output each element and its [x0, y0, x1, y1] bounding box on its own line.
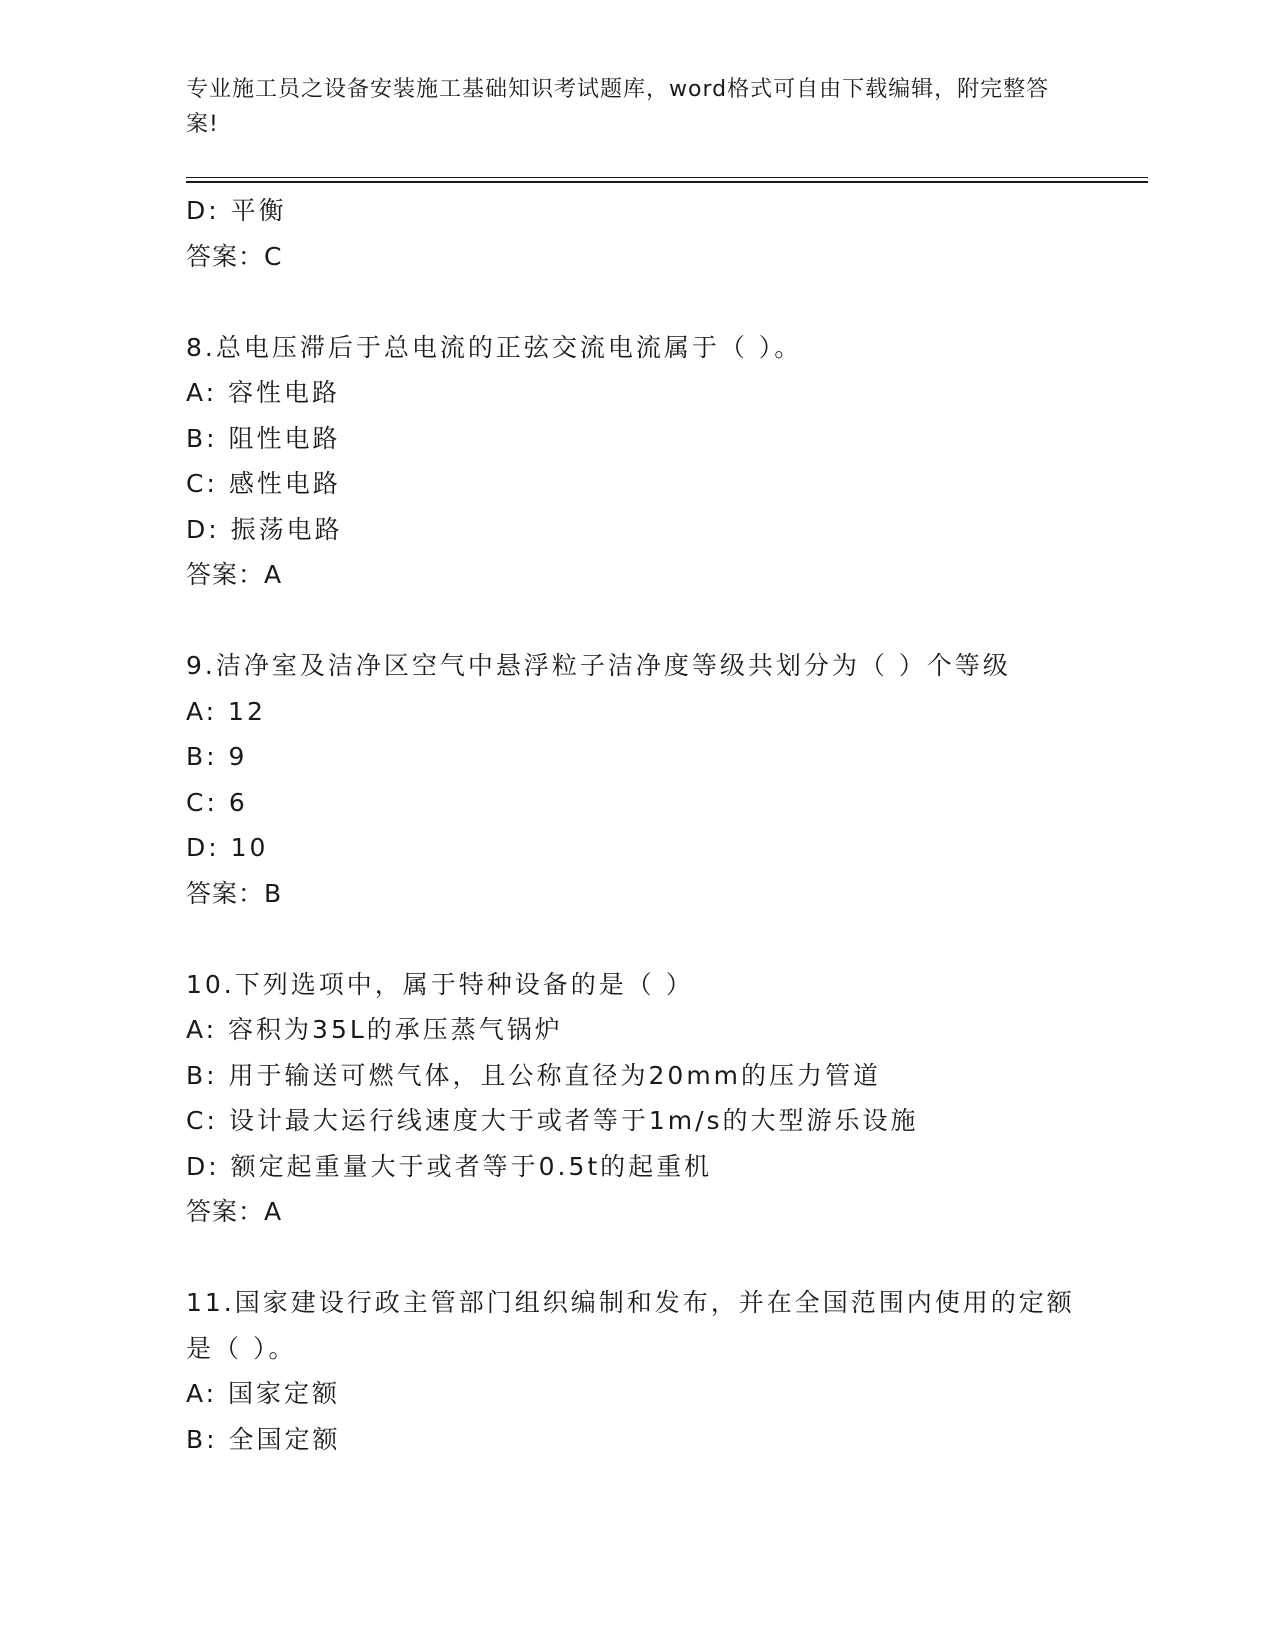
q8-option-c: C: 感性电路	[186, 469, 341, 498]
q8-stem: 8.总电压滞后于总电流的正弦交流电流属于（ ）。	[186, 332, 803, 362]
document-header: 专业施工员之设备安装施工基础知识考试题库，word格式可自由下载编辑，附完整答案!	[186, 77, 1050, 137]
q9-stem: 9.洁净室及洁净区空气中悬浮粒子洁净度等级共划分为（ ）个等级	[186, 651, 1011, 680]
q10-stem: 10.下列选项中，属于特种设备的是（ ）	[186, 969, 694, 999]
q10-option-c: C: 设计最大运行线速度大于或者等于1m/s的大型游乐设施	[186, 1106, 919, 1135]
question-list	[186, 188, 1086, 1462]
q10-answer: 答案：A	[186, 1197, 283, 1226]
q7-option-d: D: 平衡	[186, 196, 287, 225]
q11-option-b: B: 全国定额	[186, 1424, 341, 1454]
q9-option-d: D: 10	[186, 833, 269, 862]
header-divider-thick	[186, 181, 1148, 183]
q7-answer: 答案：C	[186, 241, 283, 271]
q10-option-b: B: 用于输送可燃气体，且公称直径为20mm的压力管道	[186, 1060, 882, 1090]
q8-answer: 答案：A	[186, 560, 283, 589]
q8-option-b: B: 阻性电路	[186, 423, 341, 453]
q11-option-a: A: 国家定额	[186, 1379, 341, 1408]
header-divider-thin	[186, 177, 1148, 178]
q8-option-a: A: 容性电路	[186, 378, 341, 407]
spacer	[186, 1235, 1086, 1281]
q8-option-d: D: 振荡电路	[186, 514, 343, 544]
q10-option-d: D: 额定起重量大于或者等于0.5t的起重机	[186, 1151, 713, 1181]
q10-option-a: A: 容积为35L的承压蒸气锅炉	[186, 1015, 563, 1044]
q9-answer: 答案：B	[186, 878, 283, 908]
spacer	[186, 598, 1086, 644]
q9-option-a: A: 12	[186, 696, 266, 726]
q9-option-b: B: 9	[186, 742, 248, 771]
q9-option-c: C: 6	[186, 787, 248, 817]
spacer	[186, 279, 1086, 325]
spacer	[186, 916, 1086, 962]
q11-stem: 11.国家建设行政主管部门组织编制和发布，并在全国范围内使用的定额是（ ）。	[186, 1288, 1075, 1363]
